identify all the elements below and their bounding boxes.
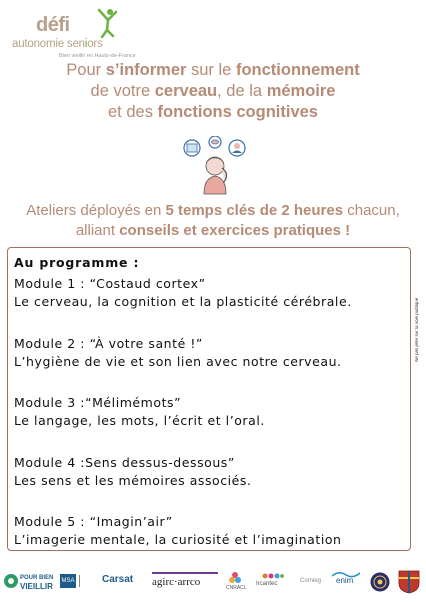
module-5-description: L’imagerie mentale, la curiosité et l’imagination [14, 532, 342, 547]
ateliers-line-1 [0, 201, 426, 221]
side-note: Ne pas jeter sur la voie publique [414, 297, 419, 362]
headline-line-1 [0, 60, 426, 81]
headline-bold: fonctions cognitives [157, 103, 318, 121]
thinking-woman-illustration [180, 136, 250, 196]
logo-autonomie-text [12, 38, 103, 50]
logo-figure-i: i [84, 38, 88, 50]
ateliers-bold: 5 temps clés de 2 heures [165, 202, 344, 219]
ateliers-text-part: Ateliers déployés en [26, 202, 166, 219]
partner-pour-bien-vieillir: POUR BIEN [20, 575, 54, 581]
ircantec-figures-icon [262, 572, 284, 580]
partner-cnracl: CNRACL [226, 585, 247, 591]
headline-bold: fonctionnement [235, 61, 360, 79]
module-1-title: Module 1 : “Costaud cortex” [14, 276, 206, 291]
headline-text: , de la [217, 82, 267, 100]
logo-word-autonomie: autonomie [12, 38, 64, 50]
ateliers-text-part: alliant [75, 222, 120, 239]
partner-enim: enim [336, 576, 354, 585]
headline-bold: mémoire [266, 82, 336, 100]
program-title: Au programme : [14, 255, 140, 270]
brand-logo [12, 8, 142, 60]
headline-line-3 [0, 102, 426, 123]
headline [0, 60, 426, 123]
headline-bold: s’informer [105, 61, 187, 79]
ateliers-text-part: chacun, [343, 202, 400, 219]
module-2-description: L’hygiène de vie et son lien avec notre cerveau. [14, 354, 342, 369]
headline-text: et des [108, 103, 158, 121]
partner-logos [0, 568, 426, 606]
agirc-bar-icon [152, 572, 218, 574]
jumping-figure-icon [96, 8, 120, 38]
module-5-title: Module 5 : “Imagin’air” [14, 514, 173, 529]
partner-cornieg: Cornieg [300, 578, 322, 584]
headline-line-2 [0, 81, 426, 102]
module-3-description: Le langage, les mots, l’écrit et l’oral. [14, 413, 265, 428]
module-2-title: Module 2 : “À votre santé !” [14, 336, 203, 351]
logo-defi-text: défi [36, 14, 70, 36]
module-4-description: Les sens et les mémoires associés. [14, 473, 252, 488]
module-1-description: Le cerveau, la cognition et la plasticité cérébrale. [14, 294, 352, 309]
headline-text: Pour [66, 61, 106, 79]
round-seal-icon [370, 572, 390, 592]
partner-vieillir: VIEILLIR [20, 582, 53, 591]
module-4-title: Module 4 :Sens dessus-dessous” [14, 455, 235, 470]
hauts-de-france-shield-icon [398, 570, 420, 594]
logo-word-ors: ors [87, 38, 103, 50]
partner-ircantec: Ircantec [256, 581, 278, 587]
cnracl-flower-icon [228, 571, 242, 585]
ateliers-text [0, 201, 426, 241]
module-3-title: Module 3 :“Mélimémots” [14, 395, 182, 410]
headline-text: sur le [186, 61, 236, 79]
pour-bien-vieillir-icon [4, 574, 18, 588]
partner-agirc-arrco: agirc·arrco [152, 576, 201, 588]
logo-tagline: Bien vieillir en Hauts-de-France [59, 53, 136, 59]
logo-word-sen: sen [66, 38, 85, 50]
msa-tagline-icon [79, 575, 94, 587]
ateliers-line-2 [0, 221, 426, 241]
headline-bold: cerveau [154, 82, 218, 100]
partner-carsat: Carsat [102, 574, 134, 585]
ateliers-bold: conseils et exercices pratiques ! [119, 222, 351, 239]
partner-msa: MSA [60, 574, 76, 588]
headline-text: de votre [90, 82, 155, 100]
